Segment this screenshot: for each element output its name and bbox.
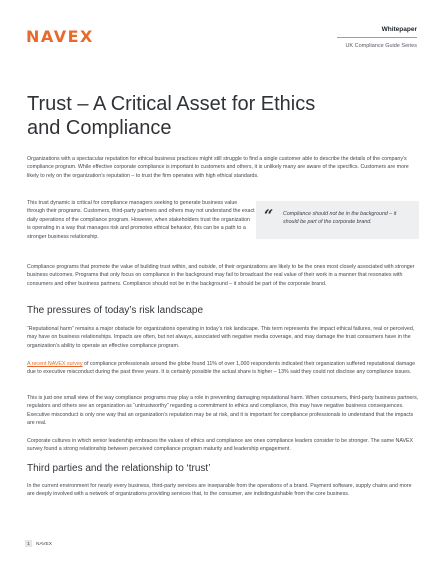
trust-dynamic-paragraph: This trust dynamic is critical for compliance managers seeking to generate business value through their programs. Customers, third-party partners and others may not understand the exact daily operations of the compliance program. However, when stakeholders trust the organization is operating in a way that manages risk and promotes ethical behavior, this can be a path to a stronger business relationship. [27, 200, 255, 240]
intro-paragraph: Organizations with a spectacular reputation for ethical business practices might still struggle to find a single customer able to describe the details of the company’s compliance program. While effective corporate compliance is important to customers and others, it is unlikely many are aware of the specifics. Customers are more likely to rely on the organization’s reputation – to trust the firm operates with high ethical standards. [27, 156, 409, 179]
third-parties-paragraph: In the current environment for nearly every business, third-party services are inseparable from the operations of a brand. Payment software, supply chains and more are deeply involved with a network of organizations providing services that, to the consumer, are indistinguishable from the core business. [27, 483, 412, 498]
reputational-harm-paragraph: “Reputational harm” remains a major obstacle for organizations operating in today’s risk landscape. This term represents the impact ethical failures, real or perceived, may have on business relationships. Impacts are often, but not always, associated with negative media coverage, and may damage the trust consumers have in the organization’s ability to operate an effective compliance program. [27, 326, 415, 349]
section-heading-third-parties: Third parties and the relationship to ‘trust’ [27, 463, 211, 474]
survey-paragraph [27, 360, 419, 377]
page-title: Trust – A Critical Asset for Ethics and Compliance [27, 93, 316, 139]
header-divider [337, 37, 417, 38]
page-number: 1 [25, 540, 32, 547]
series-label: UK Compliance Guide Series [345, 43, 417, 49]
pull-quote-text: Compliance should not be in the background – it should be part of the corporate brand. [283, 211, 397, 226]
navex-survey-link[interactable]: A recent NAVEX survey [27, 361, 83, 367]
quote-mark-icon: “ [264, 206, 274, 225]
document-type-label: Whitepaper [381, 26, 417, 33]
pull-quote-box [256, 201, 419, 239]
footer-brand: NAVEX [36, 542, 52, 547]
page-footer [25, 540, 52, 547]
survey-paragraph-text: of compliance professionals around the globe found 11% of over 1,000 respondents indicated their organization suffered reputational damage due to executive misconduct during the past three years. It is certainly possible the actual share is higher – 13% said they could not disclose any compliance issues. [27, 361, 416, 376]
value-paragraph: Compliance programs that promote the value of building trust within, and outside, of their organizations are likely to be the ones most closely associated with stronger business outcomes. Programs that only focus on compliance in the background may fail to broadcast the real value of their work in a manner that resonates with consumers and other business partners. Compliance should not be in the background – it should be part of the corporate brand. [27, 264, 415, 287]
navex-logo: NAVEX [26, 27, 94, 46]
corporate-culture-paragraph: Corporate cultures in which senior leadership embraces the values of ethics and compliance are ones compliance leaders consider to be stronger. The same NAVEX survey found a strong relationship between perceived compliance program maturity and leadership engagement. [27, 438, 414, 453]
section-heading-risk-landscape: The pressures of today’s risk landscape [27, 305, 204, 316]
misconduct-paragraph: This is just one small view of the way compliance programs may play a role in preventing damaging reputational harm. When consumers, third-party business partners, regulators and others see an organization as “untrustworthy” regarding a commitment to ethics and compliance, this may have negative business consequences. Executive misconduct is only one way that an organization’s reputation may be at risk, and it is important for compliance professionals to understand that the impacts are real. [27, 395, 419, 427]
